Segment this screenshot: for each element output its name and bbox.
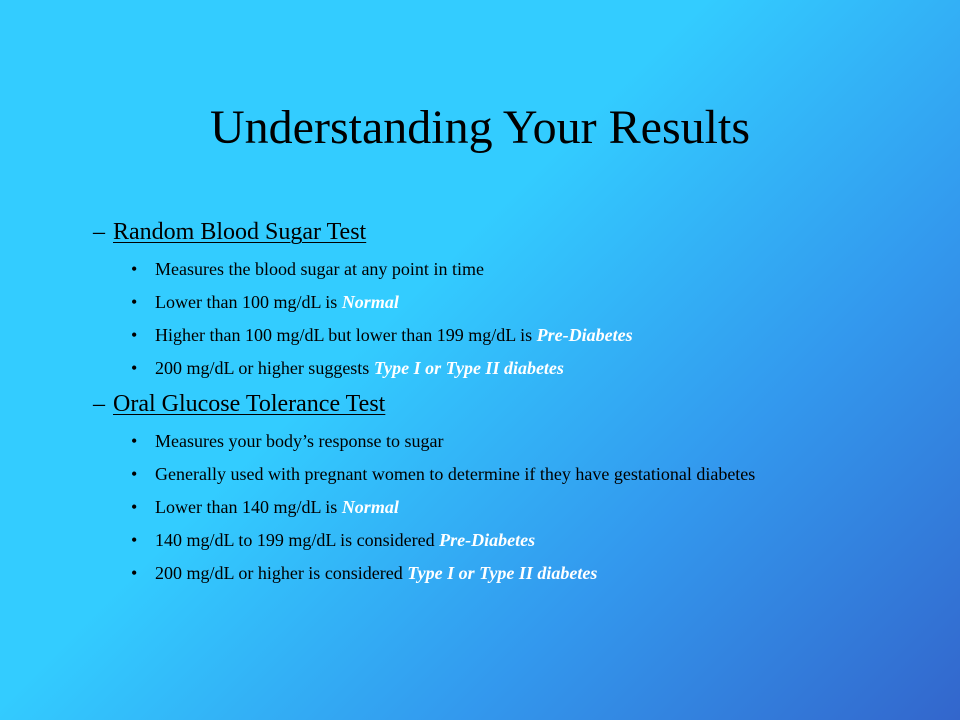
bullet-text: Measures your body’s response to sugar [155,431,444,451]
section-heading [93,216,893,248]
bullet-text: Higher than 100 mg/dL but lower than 199 mg/dL is [155,325,537,345]
bullet-icon: • [131,530,138,550]
bullet-icon: • [131,259,138,279]
bullet-text: 200 mg/dL or higher suggests [155,358,374,378]
list-item [131,496,893,519]
bullet-icon: • [131,563,138,583]
bullet-list [93,258,893,380]
section-random-blood-sugar [93,216,893,380]
section-heading [93,388,893,420]
list-item [131,430,893,453]
bullet-text: 140 mg/dL to 199 mg/dL is considered [155,530,440,550]
bullet-icon: • [131,325,138,345]
bullet-highlight: Pre-Diabetes [536,325,633,345]
section-heading-label: Random Blood Sugar Test [113,219,367,245]
bullet-text: Lower than 100 mg/dL is [155,292,342,312]
slide-content [93,216,893,585]
bullet-highlight: Normal [341,497,399,517]
section-heading-label: Oral Glucose Tolerance Test [113,391,386,417]
bullet-icon: • [131,464,138,484]
bullet-text: Lower than 140 mg/dL is [155,497,342,517]
list-item [131,562,893,585]
slide-title: Understanding Your Results [209,101,751,154]
list-item [131,324,893,347]
bullet-icon: • [131,431,138,451]
bullet-text: Measures the blood sugar at any point in time [155,259,484,279]
dash-marker: – [93,219,105,245]
list-item [131,463,893,486]
list-item [131,291,893,314]
bullet-highlight: Type I or Type II diabetes [407,563,598,583]
dash-marker: – [93,391,105,417]
bullet-list [93,430,893,585]
list-item [131,258,893,281]
bullet-highlight: Normal [341,292,399,312]
section-oral-glucose-tolerance [93,388,893,585]
bullet-text: 200 mg/dL or higher is considered [155,563,408,583]
bullet-icon: • [131,292,138,312]
bullet-icon: • [131,358,138,378]
bullet-highlight: Pre-Diabetes [439,530,536,550]
bullet-icon: • [131,497,138,517]
bullet-highlight: Type I or Type II diabetes [373,358,564,378]
list-item [131,529,893,552]
bullet-text: Generally used with pregnant women to determine if they have gestational diabetes [155,464,756,484]
list-item [131,357,893,380]
